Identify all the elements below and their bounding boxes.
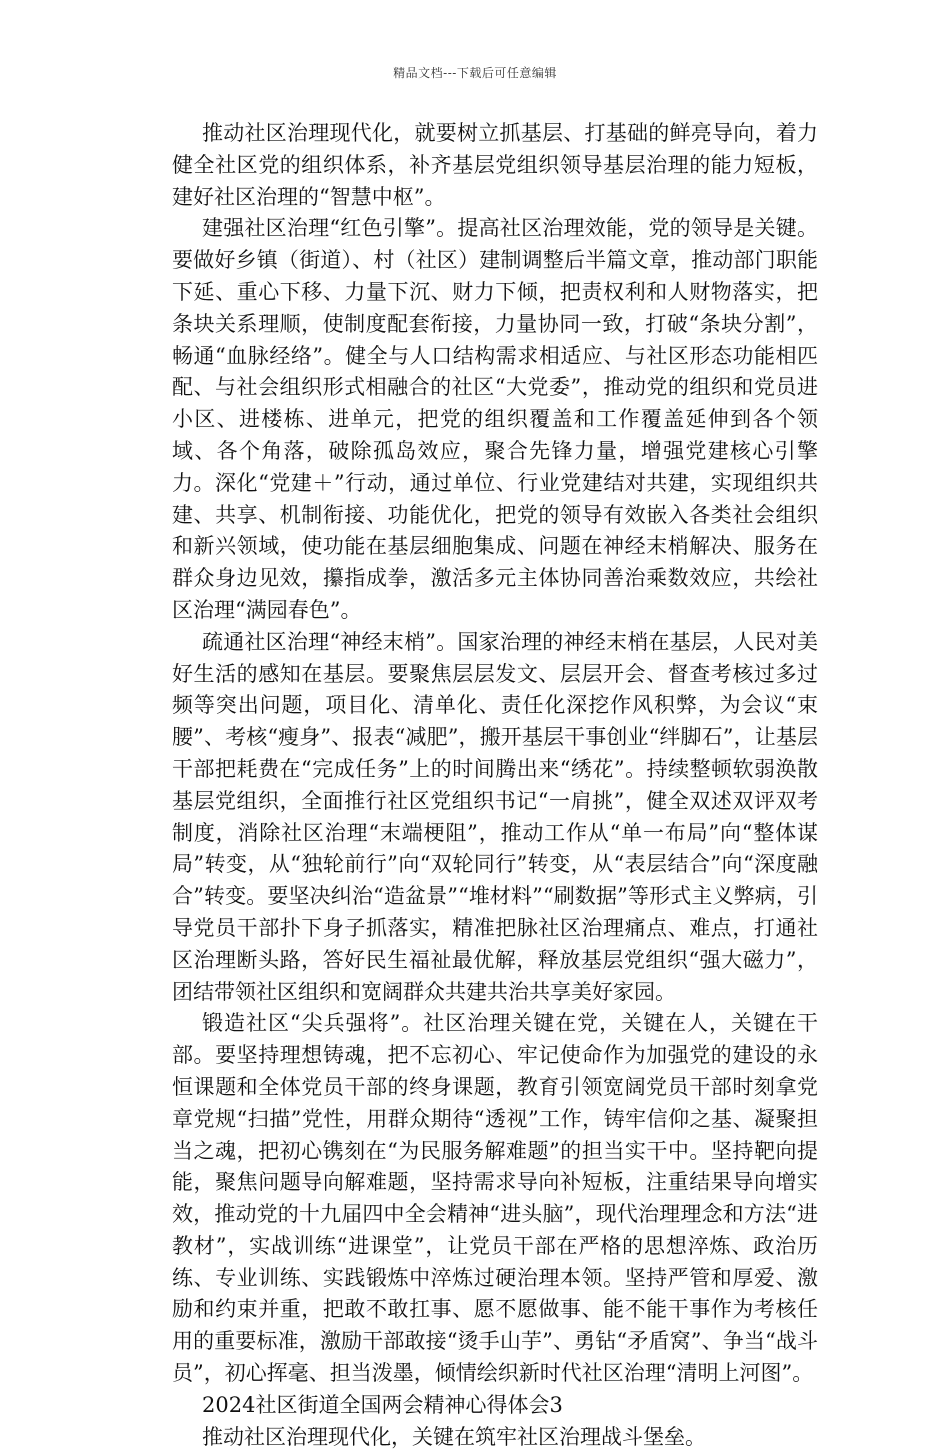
paragraph-nerve-endings: 疏通社区治理“神经末梢”。国家治理的神经末梢在基层，人民对美好生活的感知在基层。要聚焦层层发文、层层开会、督查考核过多过频等突出问题，项目化、清单化、责任化深挖作风积弊，为会议“束腰”、考核“瘦身”、报表“减肥”，搬开基层干事创业“绊脚石”，让基层干部把耗费在“完成任务”上的时间腾出来“绣花”。持续整顿软弱涣散基层党组织，全面推行社区党组织书记“一肩挑”，健全双述双评双考制度，消除社区治理“末端梗阻”，推动工作从“单一布局”向“整体谋局”转变，从“独轮前行”向“双轮同行”转变，从“表层结合”向“深度融合”转变。要坚决纠治“造盆景”“堆材料”“刷数据”等形式主义弊病，引导党员干部扑下身子抓落实，精准把脉社区治理痛点、难点，打通社区治理断头路，答好民生福祉最优解，释放基层党组织“强大磁力”，团结带领社区组织和宽阔群众共建共治共享美好家园。 [172,629,818,1004]
page-header: 精品文档---下载后可任意编辑 [393,66,557,80]
section-title: 2024社区街道全国两会精神心得体会3 [202,1392,563,1417]
paragraph-intro: 推动社区治理现代化，就要树立抓基层、打基础的鲜亮导向，着力健全社区党的组织体系，补齐基层党组织领导基层治理的能力短板，建好社区治理的“智慧中枢”。 [172,121,818,209]
paragraph-red-engine: 建强社区治理“红色引擎”。提高社区治理效能，党的领导是关键。要做好乡镇（街道）、村（社区）建制调整后半篇文章，推动部门职能下延、重心下移、力量下沉、财力下倾，把责权利和人财物落实，把条块关系理顺，使制度配套衔接，力量协同一致，打破“条块分割”，畅通“血脉经络”。健全与人口结构需求相适应、与社区形态功能相匹配、与社会组织形式相融合的社区“大党委”，推动党的组织和党员进小区、进楼栋、进单元，把党的组织覆盖和工作覆盖延伸到各个领域、各个角落，破除孤岛效应，聚合先锋力量，增强党建核心引擎力。深化“党建＋”行动，通过单位、行业党建结对共建，实现组织共建、共享、机制衔接、功能优化，把党的领导有效嵌入各类社会组织和新兴领域，使功能在基层细胞集成、问题在神经末梢解决、服务在群众身边见效，攥指成拳，激活多元主体协同善治乘数效应，共绘社区治理“满园春色”。 [172,216,818,622]
document-body [172,118,818,1453]
paragraph-elite-cadres: 锻造社区“尖兵强将”。社区治理关键在党，关键在人，关键在干部。要坚持理想铸魂，把不忘初心、牢记使命作为加强党的建设的永恒课题和全体党员干部的终身课题，教育引领宽阔党员干部时刻拿党章党规“扫描”党性，用群众期待“透视”工作，铸牢信仰之基、凝聚担当之魂，把初心镌刻在“为民服务解难题”的担当实干中。坚持靶向提能，聚焦问题导向解难题，坚持需求导向补短板，注重结果导向增实效，推动党的十九届四中全会精神“进头脑”，现代治理理念和方法“进教材”，实战训练“进课堂”，让党员干部在严格的思想淬炼、政治历练、专业训练、实践锻炼中淬炼过硬治理本领。坚持严管和厚爱、激励和约束并重，把敢不敢扛事、愿不愿做事、能不能干事作为考核任用的重要标准，激励干部敢接“烫手山芋”、勇钻“矛盾窝”、争当“战斗员”，初心挥毫、担当泼墨，倾情绘织新时代社区治理“清明上河图”。 [172,1011,818,1386]
paragraph-closing: 推动社区治理现代化，关键在筑牢社区治理战斗堡垒。 [202,1424,706,1449]
